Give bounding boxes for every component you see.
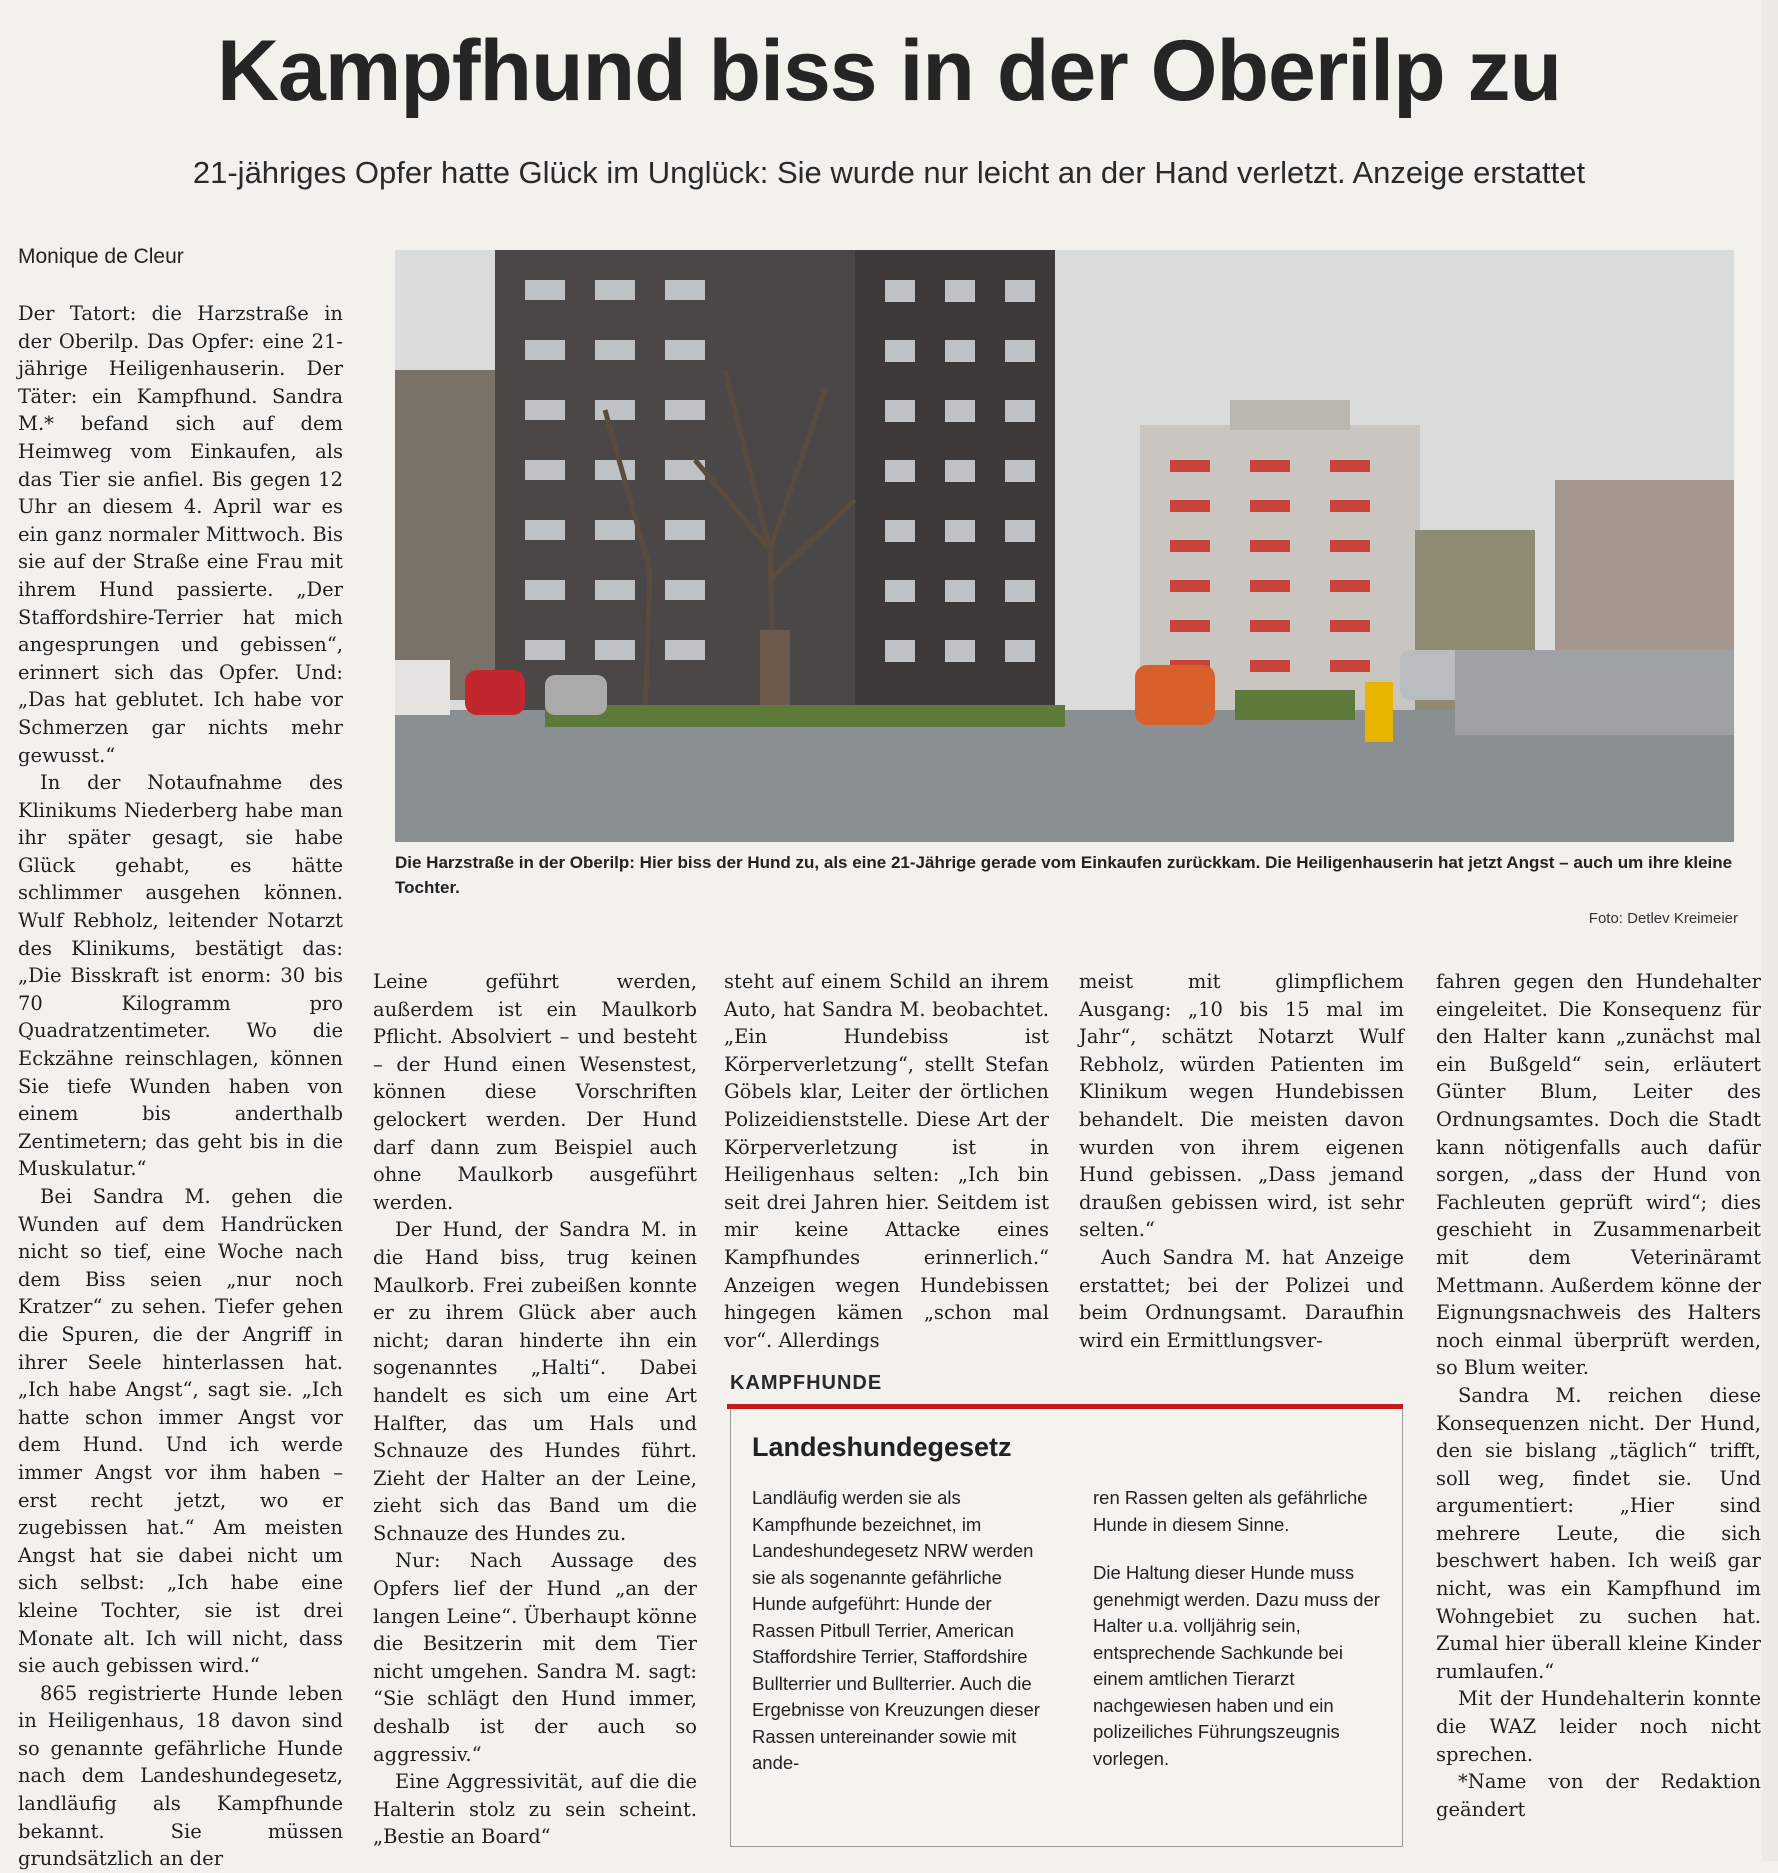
article-paragraph: *Name von der Redaktion geändert xyxy=(1436,1770,1761,1821)
article-paragraph: Bei Sandra M. gehen die Wunden auf dem Handrücken nicht so tief, eine Woche nach dem Biss seien „nur noch Kratzer“ zu sehen. Tiefer gehen die Spuren, die der Angriff in ihrer Seele hinterlassen hat. „Ich habe Angst“, sagt sie. „Ich hatte schon immer Angst vor dem Hund. Und ich werde immer Angst vor ihm haben – erst recht jetzt, wo er zugebissen hat.“ Am meisten Angst hat sie dabei nicht um sich selbst: „Ich habe eine kleine Tochter, sie ist drei Monate alt. Ich will nicht, dass sie auch gebissen wird.“ xyxy=(18,1185,343,1678)
photo-illustration xyxy=(395,250,1734,842)
article-paragraph: fahren gegen den Hundehalter eingeleitet. Die Konsequenz für den Halter kann „zunächst mal ein Bußgeld“ sein, erläutert Günter Blum, Leiter des Ordnungsamtes. Doch die Stadt kann nötigenfalls auch dafür sorgen, „dass der Hund von Fachleuten geprüft wird“; dies geschieht in Zusammenarbeit mit dem Veterinäramt Mettmann. Außerdem könne der Eignungsnachweis des Halters noch einmal überprüft werden, so Blum weiter. xyxy=(1436,970,1761,1380)
infobox-column-1 xyxy=(752,1485,1052,1835)
infobox-paragraph: Landläufig werden sie als Kampfhunde bezeichnet, im Landeshundegesetz NRW werden sie als sogenannte gefährliche Hunde aufgeführt: Hunde der Rassen Pitbull Terrier, American Staffordshire Terrier, Staffordshire Bullterrier und Bullterrier. Auch die Ergebnisse von Kreuzungen dieser Rassen untereinander sowie mit ande- xyxy=(752,1487,1040,1773)
article-paragraph: Sandra M. reichen diese Konsequenzen nicht. Der Hund, den sie bislang „täglich“ trifft, soll weg, findet sie. Und argumentiert: „Hier sind mehrere Leute, die sich beschwert haben. Ich weiß gar nicht, was ein Kampfhund im Wohngebiet zu suchen hat. Zumal hier überall kleine Kinder rumlaufen.“ xyxy=(1436,1383,1761,1683)
page-edge xyxy=(1762,0,1778,1861)
article-paragraph: Nur: Nach Aussage des Opfers lief der Hund „an der langen Leine“. Überhaupt könne die Besitzerin mit dem Tier nicht umgehen. Sandra M. sagt: “Sie schlägt den Hund immer, deshalb ist der auch so aggressiv.“ xyxy=(373,1549,697,1766)
article-column-4 xyxy=(1079,968,1404,1388)
infobox-label: KAMPFHUNDE xyxy=(730,1372,883,1394)
article-paragraph: Eine Aggressivität, auf die die Halterin stolz zu sein scheint. „Bestie an Board“ xyxy=(373,1770,697,1849)
article-paragraph: steht auf einem Schild an ihrem Auto, hat Sandra M. beobachtet. „Ein Hundebiss ist Körperverletzung“, stellt Stefan Göbels klar, Leiter der örtlichen Polizeidienststelle. Diese Art der Körperverletzung ist in Heiligenhaus selten: „Ich bin seit drei Jahren hier. Seitdem ist mir keine Attacke eines Kampfhundes erinnerlich.“ Anzeigen wegen Hundebissen hingegen kämen „schon mal vor“. Allerdings xyxy=(724,970,1049,1352)
infobox-column-2 xyxy=(1093,1485,1383,1835)
infobox-paragraph: Die Haltung dieser Hunde muss genehmigt werden. Dazu muss der Halter u.a. volljährig sein, entsprechende Sachkunde bei einem amtlichen Tierarzt nachgewiesen haben und ein polizeiliches Führungszeugnis vorlegen. xyxy=(1093,1562,1380,1769)
infobox-title: Landeshundegesetz xyxy=(752,1432,1012,1462)
article-paragraph: Der Tatort: die Harzstraße in der Oberilp. Das Opfer: eine 21-jährige Heiligenhauserin. Der Täter: ein Kampfhund. Sandra M.* befand sich auf dem Heimweg vom Einkaufen, als das Tier sie anfiel. Bis gegen 12 Uhr an diesem 4. April war es ein ganz normaler Mittwoch. Bis sie auf der Straße eine Frau mit ihrem Hund passierte. „Der Staffordshire-Terrier hat mich angesprungen und gebissen“, erinnert sich das Opfer. Und: „Das hat geblutet. Ich habe vor Schmerzen gar nichts mehr gewusst.“ xyxy=(18,302,343,767)
article-paragraph: meist mit glimpflichem Ausgang: „10 bis 15 mal im Jahr“, schätzt Notarzt Wulf Rebholz, würden Patienten im Klinikum wegen Hundebissen behandelt. Die meisten davon wurden von ihrem eigenen Hund gebissen. „Dass jemand draußen gebissen wird, ist sehr selten.“ xyxy=(1079,970,1404,1242)
subheadline: 21-jähriges Opfer hatte Glück im Unglück: Sie wurde nur leicht an der Hand verletzt. Anzeige erstattet xyxy=(192,155,1586,190)
article-column-5 xyxy=(1436,968,1761,1855)
article-paragraph: Der Hund, der Sandra M. in die Hand biss, trug keinen Maulkorb. Frei zubeißen konnte er zu ihrem Glück aber auch nicht; daran hinderte ihn ein sogenanntes „Halti“. Dabei handelt es sich um eine Art Halfter, das um Hals und Schnauze des Hundes führt. Zieht der Halter an der Leine, zieht sich das Band um die Schnauze des Hundes zu. xyxy=(373,1218,697,1545)
article-paragraph: Leine geführt werden, außerdem ist ein Maulkorb Pflicht. Absolviert – und besteht – der Hund einen Wesenstest, können diese Vorschriften gelockert werden. Der Hund darf dann zum Beispiel auch ohne Maulkorb ausgeführt werden. xyxy=(373,970,697,1214)
article-paragraph: 865 registrierte Hunde leben in Heiligenhaus, 18 davon sind so genannte gefährliche Hunde nach dem Landeshundegesetz, landläufig als Kampfhunde bekannt. Sie müssen grundsätzlich an der xyxy=(18,1681,343,1871)
street-photo xyxy=(395,250,1734,842)
article-column-1 xyxy=(18,300,343,1871)
article-paragraph: In der Notaufnahme des Klinikums Niederberg habe man ihr später gesagt, sie habe Glück gehabt, es hätte schlimmer ausgehen können. Wulf Rebholz, leitender Notarzt des Klinikums, bestätigt das: „Die Bisskraft ist enorm: 30 bis 70 Kilogramm pro Quadratzentimeter. Wo die Eckzähne reinschlagen, können Sie tiefe Wunden haben von einem bis anderthalb Zentimetern; das geht bis in die Muskulatur.“ xyxy=(18,771,343,1181)
article-column-2 xyxy=(373,968,697,1855)
article-paragraph: Mit der Hundehalterin konnte die WAZ leider noch nicht sprechen. xyxy=(1436,1687,1761,1766)
infobox-paragraph: ren Rassen gelten als gefährliche Hunde in diesem Sinne. xyxy=(1093,1487,1368,1535)
article-column-3 xyxy=(724,968,1049,1388)
photo-credit: Foto: Detlev Kreimeier xyxy=(1588,910,1738,927)
article-paragraph: Auch Sandra M. hat Anzeige erstattet; bei der Polizei und beim Ordnungsamt. Daraufhin wird ein Ermittlungsver- xyxy=(1079,1245,1404,1352)
photo-caption: Die Harzstraße in der Oberilp: Hier biss der Hund zu, als eine 21-Jährige gerade vom Einkaufen zurückkam. Die Heiligenhauserin hat jetzt Angst – auch um ihre kleine Tochter. xyxy=(395,853,1733,897)
headline: Kampfhund biss in der Oberilp zu xyxy=(216,23,1562,119)
byline: Monique de Cleur xyxy=(18,245,184,268)
